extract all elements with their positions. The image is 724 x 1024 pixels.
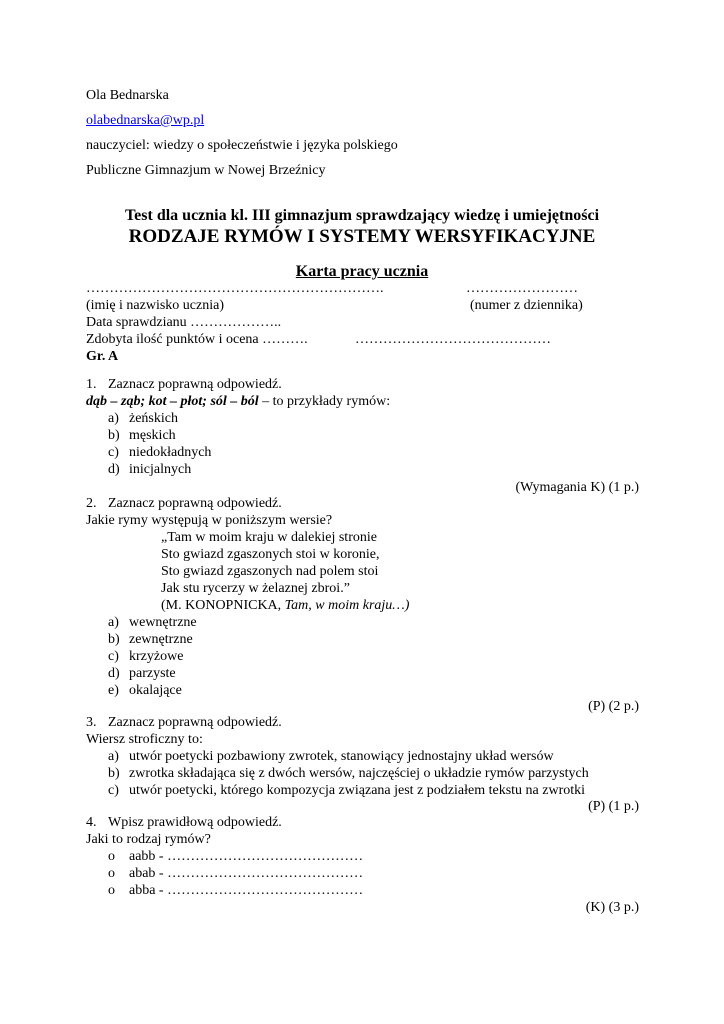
test-topic: RODZAJE RYMÓW I SYSTEMY WERSYFIKACYJNE [128,226,596,247]
q1-option-a-letter: a) [108,411,119,426]
author-name: Ola Bednarska [86,88,169,103]
number-field[interactable]: …………………… [466,281,578,296]
q2-option-c[interactable]: krzyżowe [129,649,184,664]
school-name: Publiczne Gimnazjum w Nowej Brzeźnicy [86,163,326,178]
q2-option-d[interactable]: parzyste [129,666,176,681]
q2-option-e-letter: e) [108,683,119,698]
q2-score: (P) (2 p.) [588,699,639,714]
q1-option-c[interactable]: niedokładnych [129,445,212,460]
q4-bullet-3: o [108,883,115,898]
email-link[interactable]: olabednarska@wp.pl [86,113,205,128]
name-field[interactable]: ………………………………………………………. [86,281,384,296]
q1-instruction: Zaznacz poprawną odpowiedź. [108,377,282,392]
name-label: (imię i nazwisko ucznia) [86,298,225,313]
q1-lead-examples: dąb – ząb; kot – płot; sól – ból [86,394,259,409]
q3-option-b[interactable]: zwrotka składająca się z dwóch wersów, najczęściej o układzie rymów parzystych [129,766,589,781]
group-label: Gr. A [86,349,119,364]
poem-source-title: Tam, w moim kraju…) [284,598,410,613]
q4-number: 4. [86,815,97,830]
q3-option-b-letter: b) [108,766,120,781]
q4-score: (K) (3 p.) [585,900,639,915]
q3-option-c[interactable]: utwór poetycki, którego kompozycja związana jest z podziałem tekstu na zwrotki [129,783,586,798]
q1-option-a[interactable]: żeńskich [129,411,178,426]
date-field[interactable]: Data sprawdzianu ……………….. [86,315,282,330]
poem-line-2: Sto gwiazd zgaszonych stoi w koronie, [161,547,380,562]
q3-option-a-letter: a) [108,749,119,764]
q2-number: 2. [86,496,97,511]
q2-option-b-letter: b) [108,632,120,647]
poem-line-3: Sto gwiazd zgaszonych nad polem stoi [161,564,379,579]
test-title: Test dla ucznia kl. III gimnazjum sprawdzający wiedzę i umiejętności [124,207,600,224]
poem-source [161,598,409,614]
q4-instruction: Wpisz prawidłową odpowiedź. [108,815,282,830]
grade-field[interactable]: …………………………………… [355,332,551,347]
q3-question: Wiersz stroficzny to: [86,732,203,747]
q2-option-a[interactable]: wewnętrzne [129,615,197,630]
q3-score: (P) (1 p.) [588,799,639,814]
q1-option-d[interactable]: inicjalnych [129,462,192,477]
q2-option-e[interactable]: okalające [129,683,182,698]
q3-option-c-letter: c) [108,783,119,798]
q2-option-a-letter: a) [108,615,119,630]
q4-bullet-2: o [108,866,115,881]
card-title: Karta pracy ucznia [295,263,429,280]
q2-option-b[interactable]: zewnętrzne [129,632,193,647]
q1-option-c-letter: c) [108,445,119,460]
q3-option-a[interactable]: utwór poetycki pozbawiony zwrotek, stanowiący jednostajny układ wersów [129,749,554,764]
q1-option-d-letter: d) [108,462,120,477]
q1-lead [86,394,390,410]
q4-answer-abba[interactable]: abba - …………………………………… [129,883,364,898]
poem-source-author: (M. KONOPNICKA, [161,598,285,613]
poem-line-4: Jak stu rycerzy w żelaznej zbroi.” [161,581,350,596]
q3-instruction: Zaznacz poprawną odpowiedź. [108,715,282,730]
q3-number: 3. [86,715,97,730]
poem-line-1: „Tam w moim kraju w dalekiej stronie [161,530,377,545]
q1-option-b[interactable]: męskich [129,428,176,443]
teacher-role: nauczyciel: wiedzy o społeczeństwie i języka polskiego [86,138,398,153]
points-field[interactable]: Zdobyta ilość punktów i ocena ………. [86,332,308,347]
q4-question: Jaki to rodzaj rymów? [86,832,211,847]
number-label: (numer z dziennika) [470,298,583,313]
q2-option-c-letter: c) [108,649,119,664]
q1-option-b-letter: b) [108,428,120,443]
q1-number: 1. [86,377,97,392]
q4-answer-abab[interactable]: abab - …………………………………… [129,866,364,881]
q4-answer-aabb[interactable]: aabb - …………………………………… [129,849,364,864]
q1-score: (Wymagania K) (1 p.) [515,480,639,495]
q2-question: Jakie rymy występują w poniższym wersie? [86,513,333,528]
q2-instruction: Zaznacz poprawną odpowiedź. [108,496,282,511]
q4-bullet-1: o [108,849,115,864]
q1-lead-rest: – to przykłady rymów: [258,394,391,409]
q2-option-d-letter: d) [108,666,120,681]
